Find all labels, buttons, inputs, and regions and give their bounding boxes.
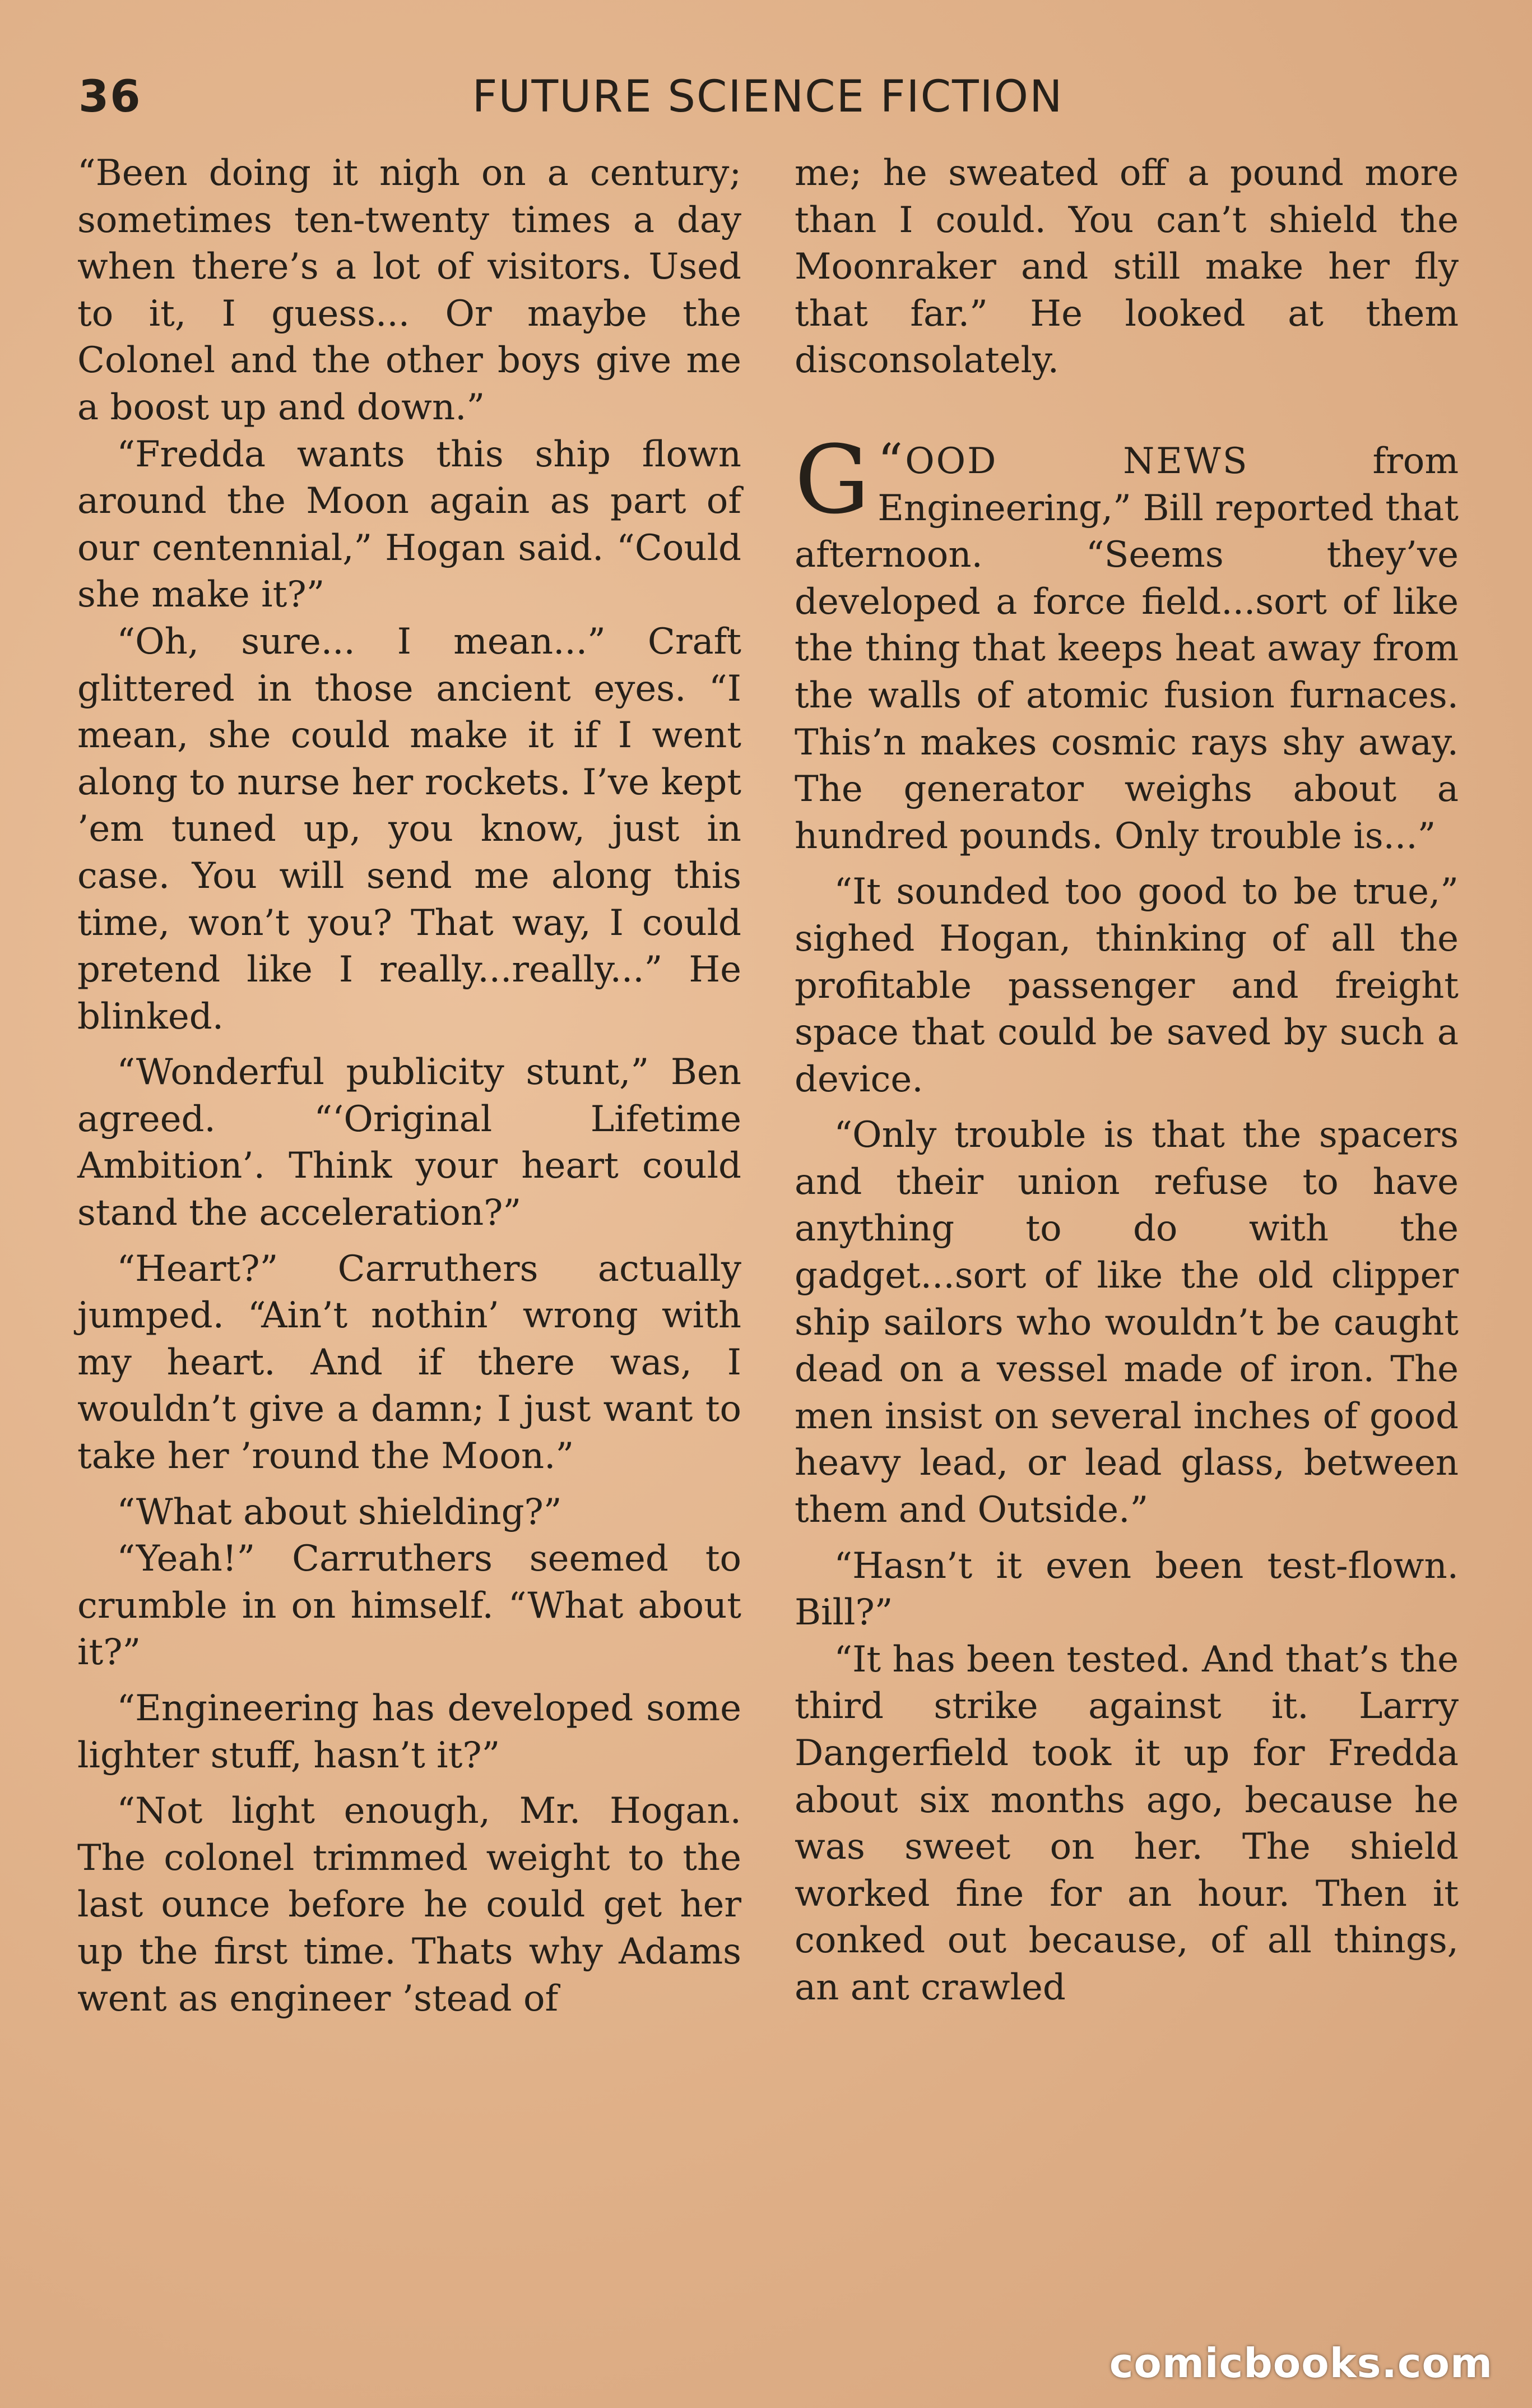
paragraph: “It has been tested. And that’s the third strike against it. Larry Dangerfield took it up for Fredda about six months ago, because he was sweet on her. The shield worked fine for an hour. Then it conked out because, of all things, an ant crawled — [795, 1638, 1459, 2008]
paragraph: “Only trouble is that the spacers and their union refuse to have anything to do with the gadget...sort of like the old clipper ship sailors who wouldn’t be caught dead on a vessel made of iron. The men insist on several inches of good heavy lead, or lead glass, between them and Outside.” — [795, 1114, 1459, 1531]
paragraph: “It sounded too good to be true,” sighed Hogan, thinking of all the profitable passenger and freight space that could be saved by such a device. — [795, 871, 1459, 1100]
paragraph: “What about shielding?” — [117, 1491, 562, 1533]
paragraph: “Heart?” Carruthers actually jumped. “Ain’t nothin’ wrong with my heart. And if there was, I wouldn’t give a damn; I just want to take her ’round the Moon.” — [77, 1248, 741, 1478]
drop-cap: G — [795, 424, 870, 535]
paragraph: “Not light enough, Mr. Hogan. The colonel trimmed weight to the last ounce before he could get her up the first time. Thats why Adams went as engineer ’stead of — [77, 1790, 741, 2020]
paragraph: “Hasn’t it even been test-flown. Bill?” — [795, 1545, 1459, 1634]
paragraph: “Engineering has developed some lighter stuff, hasn’t it?” — [77, 1688, 741, 1776]
section-lead-in: OOD NEWS — [905, 440, 1249, 482]
paragraph: “Fredda wants this ship flown around the Moon again as part of our centennial,” Hogan said. “Could she make it?” — [77, 433, 741, 616]
left-column — [77, 150, 741, 2022]
paragraph: “Wonderful publicity stunt,” Ben agreed. “‘Original Lifetime Ambition’. Think your heart could stand the acceleration?” — [77, 1052, 741, 1234]
paragraph: “Oh, sure... I mean...” Craft glittered in those ancient eyes. “I mean, she could make it if I went along to nurse her rockets. I’ve kept ’em tuned up, you know, just in case. You will send me along this time, won’t you? That way, I could pretend like I really...really...” He blinked. — [77, 620, 741, 1038]
running-title: FUTURE SCIENCE FICTION — [472, 72, 1064, 122]
continuation-paragraph: me; he sweated off a pound more than I could. You can’t shield the Moonraker and still make her fly that far.” He looked at them disconsolately. — [795, 152, 1459, 382]
section-opening-paragraph — [795, 424, 1459, 860]
opening-quote: “ — [878, 432, 903, 490]
right-column — [795, 150, 1459, 2012]
site-watermark: comicbooks.com — [1109, 2340, 1493, 2387]
section-text: from Engineering,” Bill reported that afternoon. “Seems they’ve developed a force field...sort of like the thing that keeps heat away from the walls of atomic fusion furnaces. This’n makes cosmic rays shy away. The generator weighs about a hundred pounds. Only trouble is...” — [795, 440, 1459, 857]
paragraph: “Been doing it nigh on a century; sometimes ten-twenty times a day when there’s a lot of visitors. Used to it, I guess... Or maybe the Colonel and the other boys give me a boost up and down.” — [77, 152, 741, 428]
page-number: 36 — [78, 72, 142, 122]
paragraph: “Yeah!” Carruthers seemed to crumble in on himself. “What about it?” — [77, 1538, 741, 1674]
page-header — [78, 72, 1457, 133]
